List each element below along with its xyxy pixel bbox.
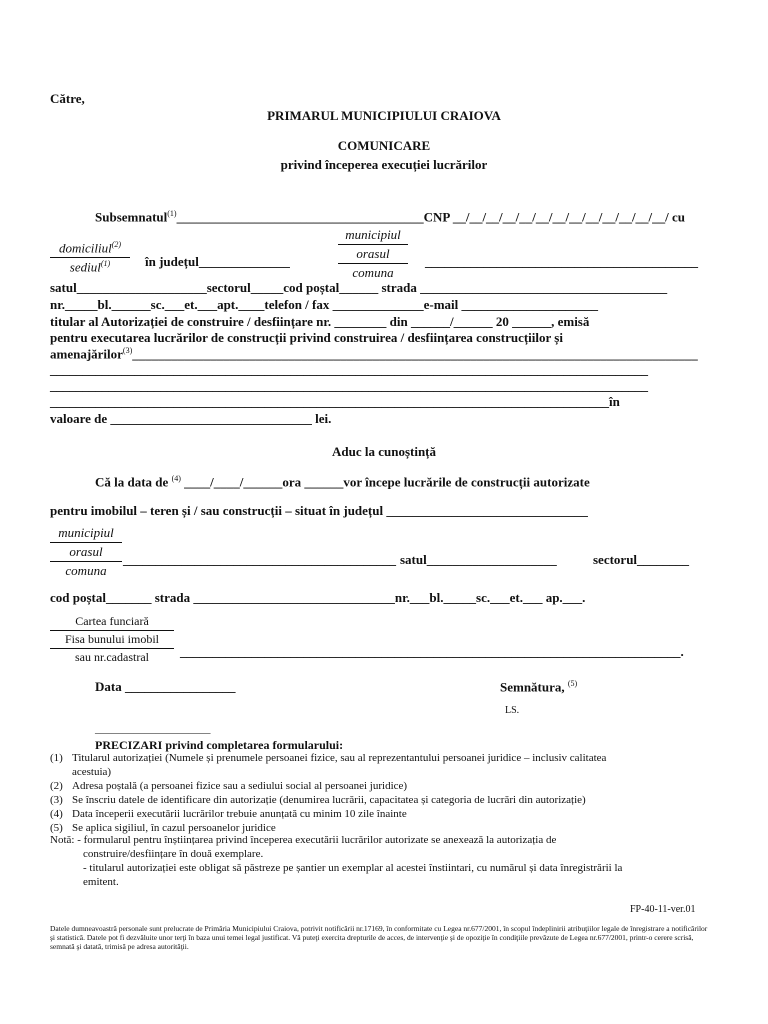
municipiul-choice — [338, 227, 408, 281]
footnote-ref-2: (2) — [111, 240, 122, 249]
orasul-label: orasul — [356, 246, 390, 261]
signature-label: Semnătura, — [500, 679, 565, 695]
imobil-judet-line[interactable]: pentru imobilul – teren și / sau construcții – situat în județul _______________________________ — [50, 503, 588, 518]
satul-field-2[interactable]: satul____________________ — [400, 552, 557, 567]
note-item — [50, 780, 407, 792]
carte-funciara-choice — [50, 614, 174, 665]
start-date-field[interactable]: ____/____/______ora ______vor începe lucrările de construcții autorizate — [184, 474, 590, 490]
note-1: Notă: - formularul pentru înștiințarea privind începerea executării lucrărilor autorizate se anexează la autorizația de — [50, 834, 557, 846]
document-subtitle: privind începerea execuției lucrărilor — [280, 157, 488, 172]
signature-line[interactable]: _____________________ — [95, 723, 211, 735]
municipiul-field[interactable]: __________________________________________ — [425, 254, 698, 269]
footnote-ref-3: (3) — [122, 346, 133, 355]
note-2-continued: emitent. — [83, 876, 119, 888]
seal-label: LS. — [505, 705, 520, 716]
note-item — [50, 822, 276, 834]
note-2: - titularul autorizației este obligat să păstreze pe șantier un exemplar al acestei înstiintari, cu numărul și data înregistrării la — [83, 862, 623, 874]
municipiul-label-2: municipiul — [58, 525, 114, 540]
titular-line[interactable]: titular al Autorizației de construire / desființare nr. ________ din ______/______ 20 ______, emisă — [50, 314, 590, 329]
municipiul-label: municipiul — [345, 227, 401, 242]
orasul-label-2: orasul — [69, 544, 103, 559]
note-item-text: Se aplica sigiliul, în cazul persoanelor juridice — [72, 822, 276, 834]
nr-cadastral-label: sau nr.cadastral — [75, 650, 149, 664]
date-field[interactable]: Data _________________ — [95, 679, 236, 694]
address-contact-line[interactable]: nr._____bl.______sc.___et.___apt.____telefon / fax ______________e-mail _____________________ — [50, 297, 599, 312]
recipient-label: Către, — [50, 91, 85, 106]
footnote-ref-5: (5) — [567, 679, 578, 688]
comuna-label: comuna — [352, 265, 394, 280]
note-item-number: (4) — [50, 808, 63, 820]
note-1-continued: construire/desființare în două exemplare. — [83, 848, 264, 860]
municipiul-choice-2 — [50, 525, 122, 579]
subsemnatul-line[interactable] — [95, 209, 685, 225]
note-item — [50, 808, 407, 820]
signature-field[interactable] — [500, 679, 577, 695]
footnote-ref-4: (4) — [171, 474, 181, 483]
domiciliul-label: domiciliul — [58, 240, 112, 256]
note-item-text: acestuia) — [72, 766, 112, 778]
fisa-bunului-label: Fisa bunului imobil — [64, 632, 159, 646]
judetul-field[interactable]: în județul______________ — [145, 254, 290, 269]
domiciliul-sediul-choice — [50, 240, 130, 276]
footnote-ref-1b: (1) — [100, 259, 111, 269]
name-cnp-field[interactable]: ______________________________________CNP __/__/__/__/__/__/__/__/__/__/__/__/__/ cu — [176, 209, 686, 225]
blank-line-2[interactable]: ____________________________________________________________________________________________ — [50, 378, 648, 393]
cod-postal-line-2[interactable]: cod poștal_______ strada _______________________________nr.___bl._____sc.___et.___ ap.___. — [50, 590, 586, 605]
sediul-label: sediul — [69, 259, 101, 275]
start-date-label: Că la data de — [95, 474, 169, 490]
notes-title: PRECIZARI privind completarea formularului: — [95, 738, 344, 752]
privacy-notice: Datele dumneavoastră personale sunt prelucrate de Primăria Municipiului Craiova, potrivit notificării nr.17169, în conformitate cu Legea nr.677/2001, în scopul îndeplinirii atribuţiilor legale de înregistrare a notificărilor şi statistică. Datele pot fi dezvăluite unor terţi în baza unui temei legal justificat. Vă puteţi exercita drepturile de acces, de intervenţie şi de opoziţie în condiţiile prevăzute de Legea nr.677/2001, printr-o cerere scrisă, semnată şi datată, trimisă pe adresa autorităţii. — [50, 924, 708, 951]
start-date-line[interactable] — [95, 474, 590, 490]
carte-funciara-label: Cartea funciară — [75, 614, 149, 628]
note-item-number: (3) — [50, 794, 63, 806]
note-item-number: (1) — [50, 752, 63, 764]
note-item — [50, 752, 606, 764]
note-item-text: Adresa poștală (a persoanei fizice sau a sediului social al persoanei juridice) — [72, 780, 408, 792]
valoare-line[interactable]: valoare de _______________________________ lei. — [50, 411, 332, 426]
note-item — [50, 794, 586, 806]
subsemnatul-label: Subsemnatul — [95, 209, 168, 225]
note-item-number: (2) — [50, 780, 63, 792]
note-item — [50, 766, 111, 778]
section-title: Aduc la cunoștință — [331, 444, 437, 459]
document-title: COMUNICARE — [337, 138, 431, 153]
comuna-label-2: comuna — [65, 563, 107, 578]
sectorul-field-2[interactable]: sectorul________ — [593, 552, 690, 567]
blank-line-1[interactable]: ____________________________________________________________________________________________ — [50, 362, 648, 377]
municipiul-field-2[interactable]: __________________________________________ — [123, 552, 396, 567]
amenajari-label: amenajărilor — [50, 346, 123, 362]
note-item-text: Data începerii executării lucrărilor trebuie anunțată cu minim 10 zile înainte — [72, 808, 407, 820]
note-item-text: Titularul autorizației (Numele și prenumele persoanei fizice, sau al reprezentantului persoanei juridice – inclusiv calitatea — [72, 752, 607, 764]
form-code: FP-40-11-ver.01 — [630, 904, 696, 915]
carte-funciara-field[interactable]: _____________________________________________________________________________. — [180, 644, 684, 659]
satul-line[interactable]: satul____________________sectorul_____cod poștal______ strada ______________________________________ — [50, 280, 668, 295]
footnote-ref-1: (1) — [167, 209, 177, 218]
note-item-text: Se înscriu datele de identificare din autorizație (denumirea lucrării, capacitatea și categoria de lucrări din autorizație) — [72, 794, 586, 806]
pentru-line: pentru executarea lucrărilor de construcții privind construirea / desființarea construcțiilor și — [50, 330, 563, 345]
note-item-number: (5) — [50, 822, 63, 834]
amenajari-line[interactable] — [50, 346, 698, 362]
blank-line-3[interactable]: ______________________________________________________________________________________în — [50, 394, 620, 409]
addressee: PRIMARUL MUNICIPIULUI CRAIOVA — [267, 108, 501, 123]
amenajari-field[interactable]: _______________________________________________________________________________________ — [132, 346, 698, 362]
